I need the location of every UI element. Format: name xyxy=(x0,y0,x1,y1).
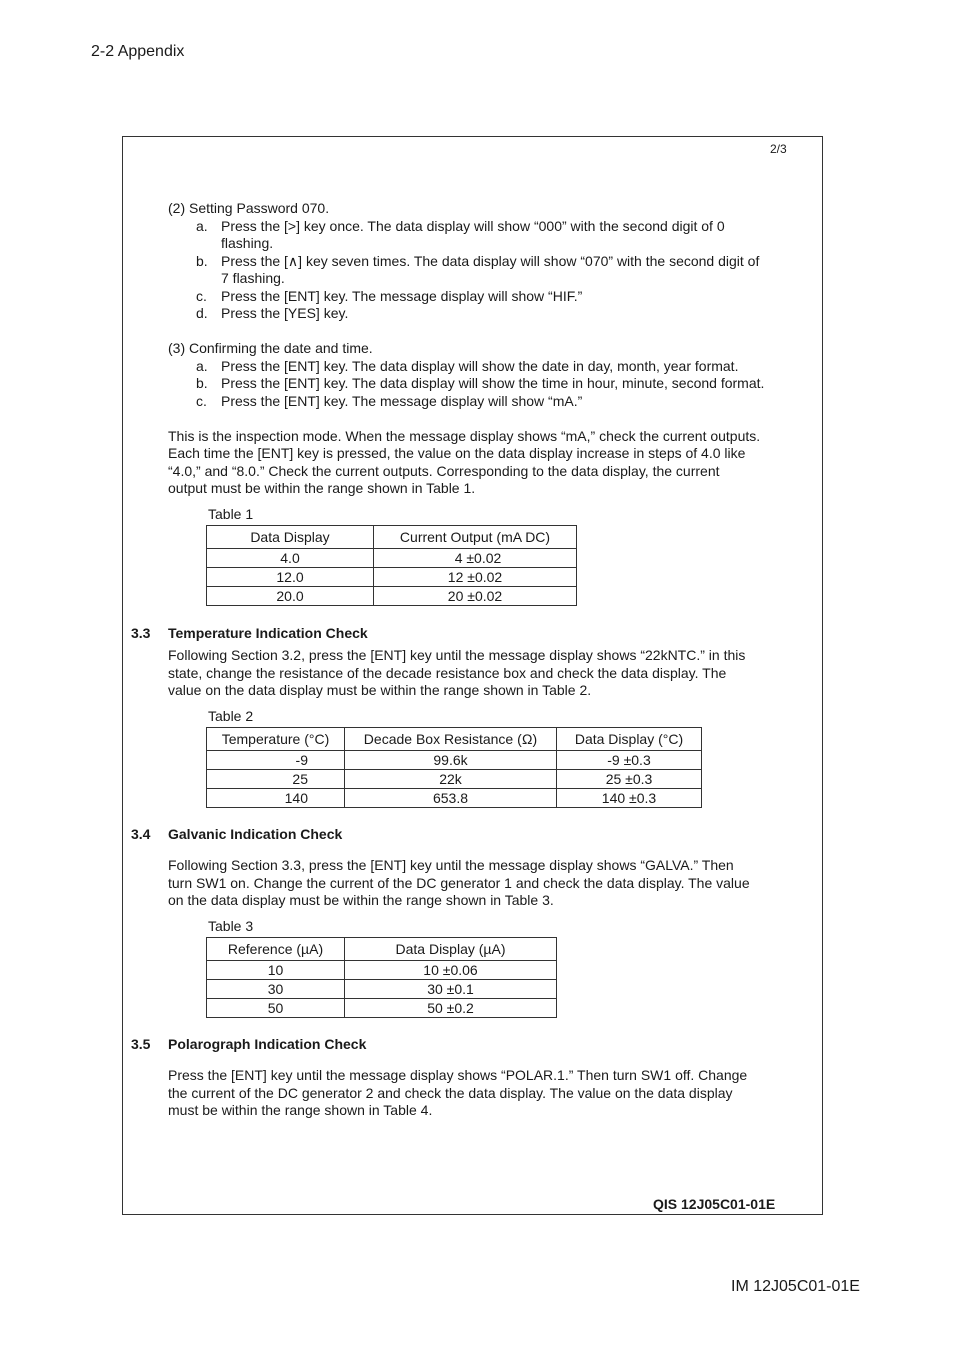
table3-caption: Table 3 xyxy=(208,918,254,934)
table-cell: 99.6k xyxy=(345,751,557,770)
table-cell: 25 xyxy=(207,770,345,789)
table-cell: 653.8 xyxy=(345,789,557,808)
step2-a-text: flashing. xyxy=(221,235,274,251)
table-header-cell: Data Display (°C) xyxy=(557,728,702,751)
table-cell: 22k xyxy=(345,770,557,789)
table-cell: 25 ±0.3 xyxy=(557,770,702,789)
paragraph-line: Following Section 3.3, press the [ENT] key until the message display shows “GALVA.” Then xyxy=(168,857,734,873)
step2-b-letter: b. xyxy=(196,253,208,269)
table1-caption: Table 1 xyxy=(208,506,254,522)
table-cell: 4.0 xyxy=(207,549,374,568)
table-header-cell: Current Output (mA DC) xyxy=(374,526,577,549)
step3-b-text: Press the [ENT] key. The data display will show the time in hour, minute, second format. xyxy=(221,375,765,391)
paragraph-line: “4.0,” and “8.0.” Check the current outputs. Corresponding to the data display, the current xyxy=(168,463,720,479)
section-number: 3.5 xyxy=(131,1036,151,1052)
table-cell: 12.0 xyxy=(207,568,374,587)
paragraph-line: This is the inspection mode. When the message display shows “mA,” check the current outputs. xyxy=(168,428,761,444)
table-cell: 140 ±0.3 xyxy=(557,789,702,808)
table-header-row xyxy=(207,938,557,961)
paragraph-line: value on the data display must be within the range shown in Table 2. xyxy=(168,682,592,698)
table-cell: -9 xyxy=(207,751,345,770)
paragraph-line: must be within the range shown in Table 4. xyxy=(168,1102,433,1118)
table-row xyxy=(207,980,557,999)
step2-d-text: Press the [YES] key. xyxy=(221,305,349,321)
table-cell: 50 ±0.2 xyxy=(345,999,557,1018)
paragraph-line: Each time the [ENT] key is pressed, the value on the data display increase in steps of 4.0 like xyxy=(168,445,746,461)
paragraph-line: the current of the DC generator 2 and check the data display. The value on the data display xyxy=(168,1085,733,1101)
table-header-cell: Data Display (µA) xyxy=(345,938,557,961)
table-cell: 20 ±0.02 xyxy=(374,587,577,606)
table-header-cell: Temperature (°C) xyxy=(207,728,345,751)
step2-c-letter: c. xyxy=(196,288,207,304)
step2-d-letter: d. xyxy=(196,305,208,321)
section-number: 3.3 xyxy=(131,625,151,641)
step3-a-text: Press the [ENT] key. The data display will show the date in day, month, year format. xyxy=(221,358,739,374)
running-footer: IM 12J05C01-01E xyxy=(731,1278,860,1295)
table-cell: 12 ±0.02 xyxy=(374,568,577,587)
step2-b-text: Press the [∧] key seven times. The data display will show “070” with the second digit of xyxy=(221,253,760,269)
step3-b-letter: b. xyxy=(196,375,208,391)
step3-a-letter: a. xyxy=(196,358,208,374)
table-row xyxy=(207,549,577,568)
step2-a-letter: a. xyxy=(196,218,208,234)
table-cell: 30 ±0.1 xyxy=(345,980,557,999)
table-cell: 10 xyxy=(207,961,345,980)
paragraph-line: turn SW1 on. Change the current of the DC generator 1 and check the data display. The value xyxy=(168,875,750,891)
step3-c-text: Press the [ENT] key. The message display will show “mA.” xyxy=(221,393,583,409)
table-cell: 30 xyxy=(207,980,345,999)
table-cell: -9 ±0.3 xyxy=(557,751,702,770)
table-header-cell: Decade Box Resistance (Ω) xyxy=(345,728,557,751)
paragraph-line: Following Section 3.2, press the [ENT] key until the message display shows “22kNTC.” in this xyxy=(168,647,746,663)
section-title: Temperature Indication Check xyxy=(168,625,368,641)
table-cell: 4 ±0.02 xyxy=(374,549,577,568)
table-row xyxy=(207,789,702,808)
table-header-cell: Reference (µA) xyxy=(207,938,345,961)
table-cell: 10 ±0.06 xyxy=(345,961,557,980)
table-row xyxy=(207,568,577,587)
section-title: Galvanic Indication Check xyxy=(168,826,343,842)
table1 xyxy=(206,525,577,606)
running-header: 2-2 Appendix xyxy=(91,43,185,60)
step2-a-text: Press the [>] key once. The data display will show “000” with the second digit of 0 xyxy=(221,218,725,234)
table-cell: 140 xyxy=(207,789,345,808)
table-cell: 20.0 xyxy=(207,587,374,606)
table-header-cell: Data Display xyxy=(207,526,374,549)
step2-b-text: 7 flashing. xyxy=(221,270,285,286)
table-cell: 50 xyxy=(207,999,345,1018)
step2-c-text: Press the [ENT] key. The message display will show “HIF.” xyxy=(221,288,583,304)
step3-heading: (3) Confirming the date and time. xyxy=(168,340,373,356)
table-header-row xyxy=(207,526,577,549)
table-row xyxy=(207,999,557,1018)
paragraph-line: Press the [ENT] key until the message display shows “POLAR.1.” Then turn SW1 off. Change xyxy=(168,1067,748,1083)
table-row xyxy=(207,961,557,980)
paragraph-line: output must be within the range shown in Table 1. xyxy=(168,480,476,496)
table-row xyxy=(207,770,702,789)
step3-c-letter: c. xyxy=(196,393,207,409)
paragraph-line: state, change the resistance of the decade resistance box and check the data display. The xyxy=(168,665,727,681)
table2-caption: Table 2 xyxy=(208,708,254,724)
table-row xyxy=(207,751,702,770)
page-number: 2/3 xyxy=(770,142,787,156)
table2 xyxy=(206,727,702,808)
table-row xyxy=(207,587,577,606)
paragraph-line: on the data display must be within the range shown in Table 3. xyxy=(168,892,554,908)
section-number: 3.4 xyxy=(131,826,151,842)
table3 xyxy=(206,937,557,1018)
section-title: Polarograph Indication Check xyxy=(168,1036,367,1052)
table-header-row xyxy=(207,728,702,751)
step2-heading: (2) Setting Password 070. xyxy=(168,200,330,216)
document-code: QIS 12J05C01-01E xyxy=(653,1196,776,1212)
